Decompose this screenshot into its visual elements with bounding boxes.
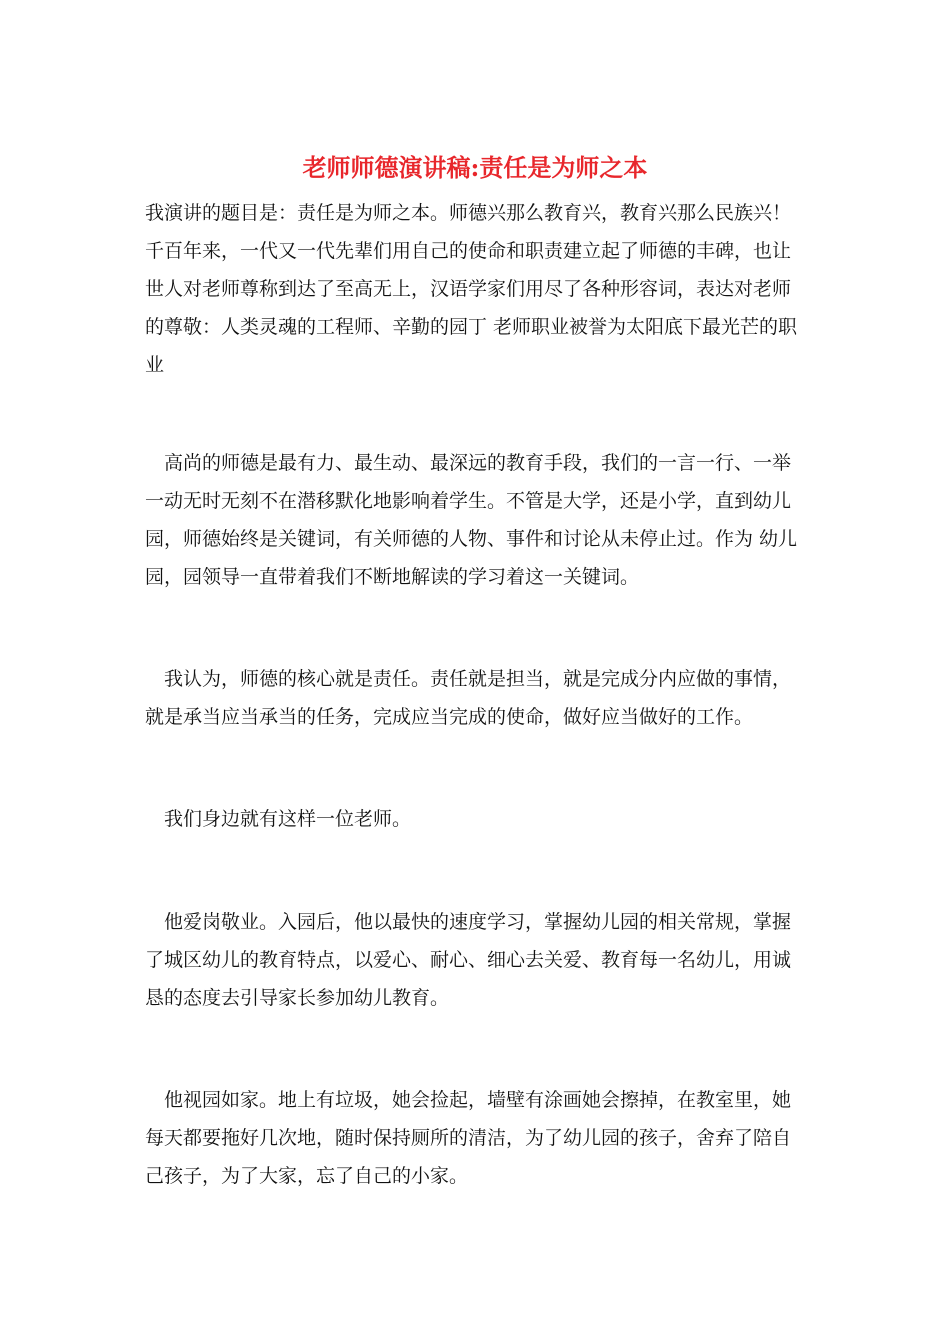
paragraph-line: 千百年来，一代又一代先辈们用自己的使命和职责建立起了师德的丰碑，也让 [145, 240, 792, 262]
paragraph-line: 我演讲的题目是：责任是为师之本。师德兴那么教育兴，教育兴那么民族兴！ [145, 202, 792, 224]
paragraph-4 [145, 800, 810, 838]
paragraph-line: 世人对老师尊称到达了至高无上，汉语学家们用尽了各种形容词，表达对老师 [145, 278, 792, 300]
paragraph-line: 他爱岗敬业。入园后，他以最快的速度学习，掌握幼儿园的相关常规，掌握 [164, 911, 792, 933]
paragraph-line: 我们身边就有这样一位老师。 [164, 808, 412, 830]
paragraph-line: 园，师德始终是关键词，有关师德的人物、事件和讨论从未停止过。作为 幼儿 [145, 528, 798, 550]
paragraph-2 [145, 444, 810, 596]
paragraph-line: 每天都要拖好几次地，随时保持厕所的清洁，为了幼儿园的孩子，舍弃了陪自 [145, 1127, 792, 1149]
paragraph-6 [145, 1081, 810, 1195]
paragraph-3 [145, 660, 810, 736]
paragraph-line: 他视园如家。地上有垃圾，她会捡起，墙壁有涂画她会擦掉，在教室里，她 [164, 1089, 792, 1111]
paragraph-5 [145, 903, 810, 1017]
paragraph-1 [145, 194, 810, 384]
paragraph-line: 己孩子，为了大家，忘了自己的小家。 [145, 1165, 469, 1187]
paragraph-line: 了城区幼儿的教育特点，以爱心、耐心、细心去关爱、教育每一名幼儿，用诚 [145, 949, 792, 971]
paragraph-line: 一动无时无刻不在潜移默化地影响着学生。不管是大学，还是小学，直到幼儿 [145, 490, 792, 512]
paragraph-line: 就是承当应当承当的任务，完成应当完成的使命，做好应当做好的工作。 [145, 706, 754, 728]
document-title: 老师师德演讲稿:责任是为师之本 [302, 153, 648, 182]
paragraph-line: 园，园领导一直带着我们不断地解读的学习着这一关键词。 [145, 566, 640, 588]
paragraph-line: 的尊敬：人类灵魂的工程师、辛勤的园丁 老师职业被誉为太阳底下最光芒的职 [145, 316, 798, 338]
paragraph-line: 恳的态度去引导家长参加幼儿教育。 [145, 987, 450, 1009]
paragraph-line: 我认为，师德的核心就是责任。责任就是担当，就是完成分内应做的事情， [164, 668, 792, 690]
paragraph-line: 业 [145, 354, 165, 376]
paragraph-line: 高尚的师德是最有力、最生动、最深远的教育手段，我们的一言一行、一举 [164, 452, 792, 474]
